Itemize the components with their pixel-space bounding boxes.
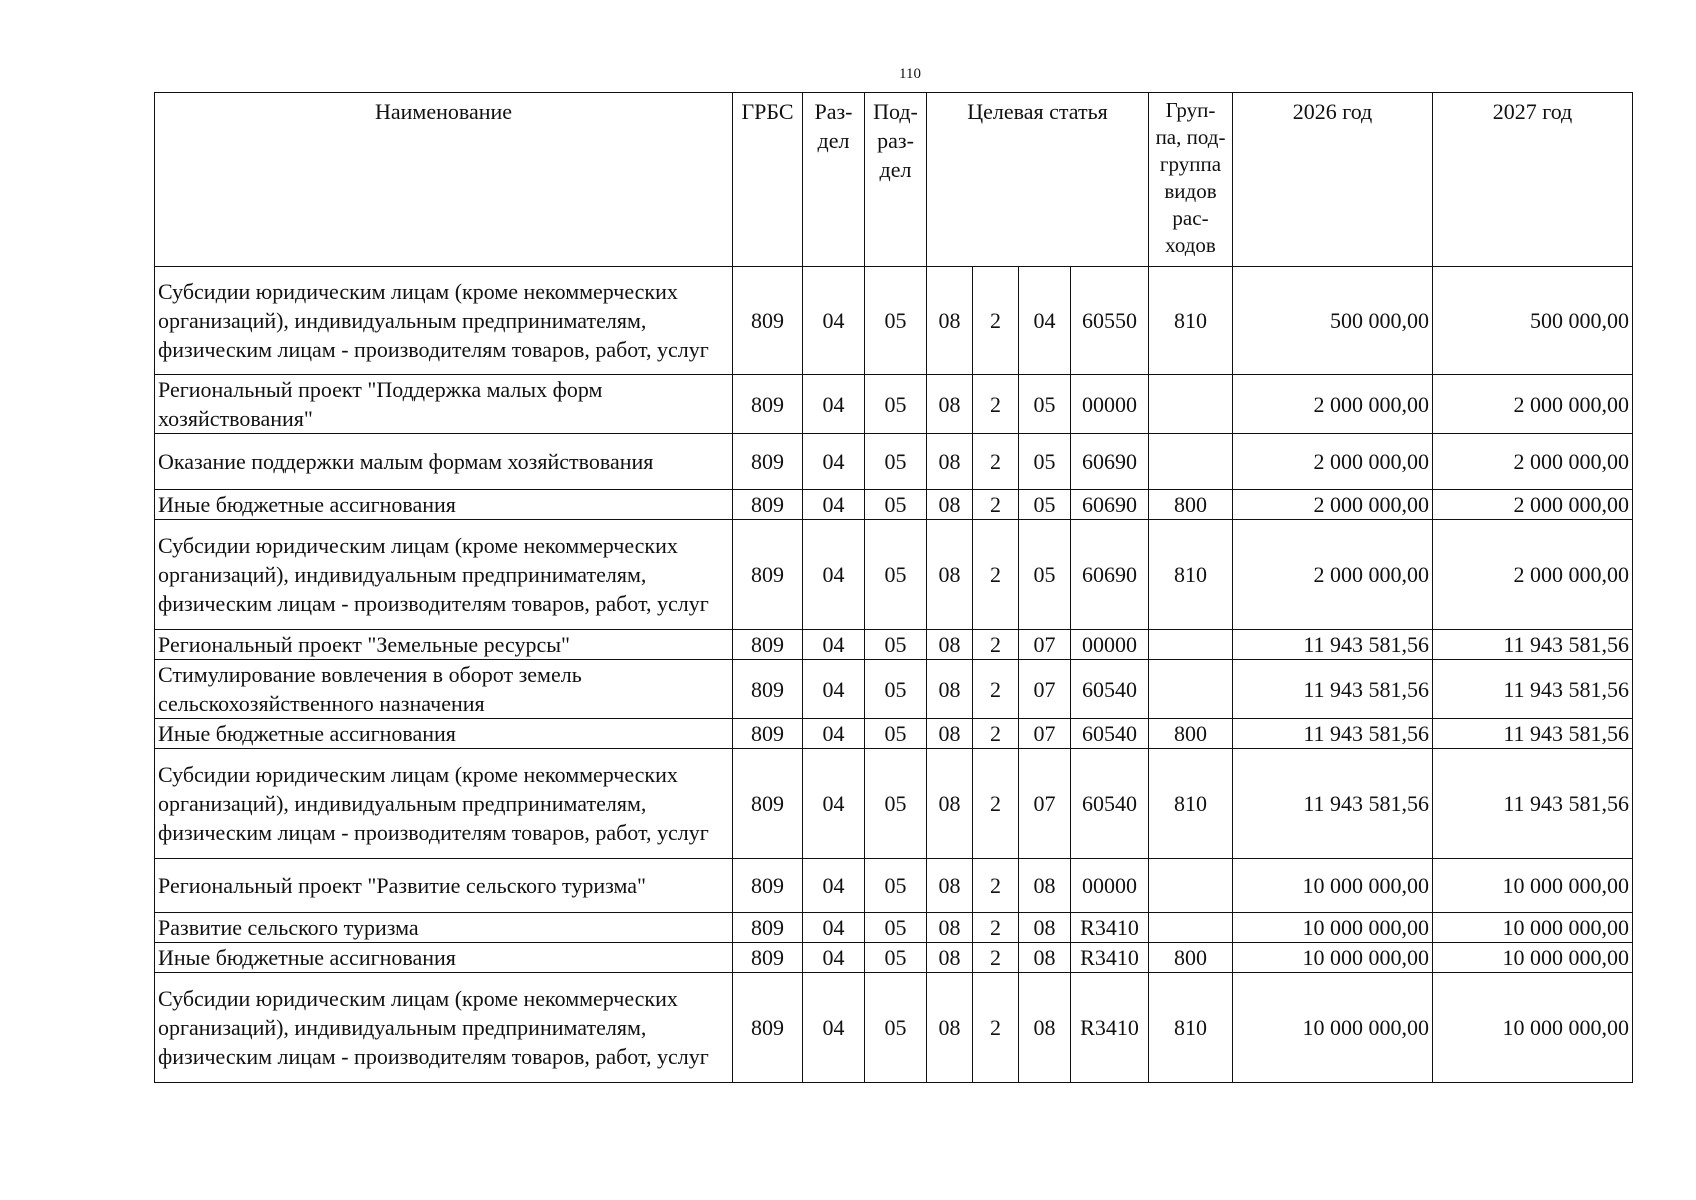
row-razdel: 04 xyxy=(803,749,865,859)
row-celevaya-4: 00000 xyxy=(1071,375,1149,434)
row-vid-rashodov xyxy=(1149,630,1233,660)
budget-table xyxy=(154,92,1633,1083)
row-name: Иные бюджетные ассигнования xyxy=(155,719,733,749)
row-celevaya-1: 08 xyxy=(927,434,973,490)
table-row xyxy=(155,660,1633,719)
row-amount-2026: 10 000 000,00 xyxy=(1233,859,1433,913)
row-celevaya-3: 05 xyxy=(1019,434,1071,490)
row-celevaya-4: 60550 xyxy=(1071,267,1149,375)
row-celevaya-4: 00000 xyxy=(1071,859,1149,913)
row-podrazdel: 05 xyxy=(865,434,927,490)
row-name: Иные бюджетные ассигнования xyxy=(155,943,733,973)
row-amount-2027: 2 000 000,00 xyxy=(1433,375,1633,434)
row-celevaya-4: R3410 xyxy=(1071,913,1149,943)
row-amount-2027: 2 000 000,00 xyxy=(1433,520,1633,630)
page-number: 110 xyxy=(899,66,921,82)
row-celevaya-3: 08 xyxy=(1019,973,1071,1083)
row-amount-2027: 500 000,00 xyxy=(1433,267,1633,375)
row-podrazdel: 05 xyxy=(865,660,927,719)
row-amount-2027: 10 000 000,00 xyxy=(1433,859,1633,913)
row-podrazdel: 05 xyxy=(865,859,927,913)
row-celevaya-2: 2 xyxy=(973,749,1019,859)
row-grbs: 809 xyxy=(733,719,803,749)
row-celevaya-1: 08 xyxy=(927,943,973,973)
row-celevaya-1: 08 xyxy=(927,859,973,913)
table-row xyxy=(155,719,1633,749)
table-row xyxy=(155,520,1633,630)
row-amount-2027: 10 000 000,00 xyxy=(1433,913,1633,943)
row-vid-rashodov xyxy=(1149,859,1233,913)
row-name: Субсидии юридическим лицам (кроме некоммерческих организаций), индивидуальным предпринимателям, физическим лицам - производителям товаров, работ, услуг xyxy=(155,749,733,859)
row-grbs: 809 xyxy=(733,267,803,375)
row-name: Развитие сельского туризма xyxy=(155,913,733,943)
row-razdel: 04 xyxy=(803,490,865,520)
table-row xyxy=(155,913,1633,943)
row-amount-2026: 500 000,00 xyxy=(1233,267,1433,375)
row-celevaya-2: 2 xyxy=(973,859,1019,913)
row-razdel: 04 xyxy=(803,719,865,749)
row-grbs: 809 xyxy=(733,913,803,943)
row-celevaya-4: 60540 xyxy=(1071,749,1149,859)
row-amount-2027: 2 000 000,00 xyxy=(1433,434,1633,490)
row-amount-2027: 2 000 000,00 xyxy=(1433,490,1633,520)
row-amount-2027: 11 943 581,56 xyxy=(1433,630,1633,660)
row-celevaya-2: 2 xyxy=(973,630,1019,660)
row-grbs: 809 xyxy=(733,749,803,859)
row-amount-2027: 11 943 581,56 xyxy=(1433,719,1633,749)
row-celevaya-3: 05 xyxy=(1019,520,1071,630)
row-grbs: 809 xyxy=(733,434,803,490)
row-celevaya-1: 08 xyxy=(927,267,973,375)
row-razdel: 04 xyxy=(803,943,865,973)
header-celevaya-statya: Целевая статья xyxy=(927,93,1149,267)
row-podrazdel: 05 xyxy=(865,973,927,1083)
row-grbs: 809 xyxy=(733,375,803,434)
row-vid-rashodov: 800 xyxy=(1149,719,1233,749)
row-celevaya-1: 08 xyxy=(927,520,973,630)
row-podrazdel: 05 xyxy=(865,520,927,630)
row-name: Субсидии юридическим лицам (кроме некоммерческих организаций), индивидуальным предпринимателям, физическим лицам - производителям товаров, работ, услуг xyxy=(155,973,733,1083)
row-vid-rashodov xyxy=(1149,660,1233,719)
row-razdel: 04 xyxy=(803,660,865,719)
row-celevaya-4: 00000 xyxy=(1071,630,1149,660)
row-amount-2026: 10 000 000,00 xyxy=(1233,943,1433,973)
row-vid-rashodov xyxy=(1149,913,1233,943)
table-row xyxy=(155,267,1633,375)
row-celevaya-2: 2 xyxy=(973,267,1019,375)
row-celevaya-3: 07 xyxy=(1019,630,1071,660)
row-name: Региональный проект "Поддержка малых форм хозяйствования" xyxy=(155,375,733,434)
table-row xyxy=(155,490,1633,520)
row-razdel: 04 xyxy=(803,520,865,630)
row-name: Иные бюджетные ассигнования xyxy=(155,490,733,520)
row-amount-2026: 11 943 581,56 xyxy=(1233,630,1433,660)
row-vid-rashodov: 800 xyxy=(1149,490,1233,520)
row-razdel: 04 xyxy=(803,375,865,434)
row-grbs: 809 xyxy=(733,490,803,520)
row-podrazdel: 05 xyxy=(865,630,927,660)
row-amount-2026: 11 943 581,56 xyxy=(1233,660,1433,719)
row-celevaya-2: 2 xyxy=(973,434,1019,490)
row-amount-2026: 2 000 000,00 xyxy=(1233,434,1433,490)
table-row xyxy=(155,630,1633,660)
header-gruppa-vidov-rashodov: Груп- па, под- группа видов рас- ходов xyxy=(1149,93,1233,267)
row-razdel: 04 xyxy=(803,434,865,490)
row-celevaya-3: 04 xyxy=(1019,267,1071,375)
row-celevaya-1: 08 xyxy=(927,660,973,719)
row-razdel: 04 xyxy=(803,973,865,1083)
row-name: Региональный проект "Развитие сельского туризма" xyxy=(155,859,733,913)
row-celevaya-1: 08 xyxy=(927,375,973,434)
table-body xyxy=(155,267,1633,1083)
row-celevaya-4: 60690 xyxy=(1071,434,1149,490)
row-celevaya-4: 60690 xyxy=(1071,520,1149,630)
table-row xyxy=(155,859,1633,913)
row-grbs: 809 xyxy=(733,630,803,660)
row-grbs: 809 xyxy=(733,943,803,973)
row-vid-rashodov xyxy=(1149,375,1233,434)
row-celevaya-1: 08 xyxy=(927,719,973,749)
row-celevaya-3: 07 xyxy=(1019,749,1071,859)
row-celevaya-2: 2 xyxy=(973,520,1019,630)
row-name: Субсидии юридическим лицам (кроме некоммерческих организаций), индивидуальным предпринимателям, физическим лицам - производителям товаров, работ, услуг xyxy=(155,267,733,375)
row-podrazdel: 05 xyxy=(865,719,927,749)
row-podrazdel: 05 xyxy=(865,749,927,859)
row-celevaya-4: 60540 xyxy=(1071,719,1149,749)
row-amount-2026: 2 000 000,00 xyxy=(1233,490,1433,520)
row-name: Оказание поддержки малым формам хозяйствования xyxy=(155,434,733,490)
row-celevaya-1: 08 xyxy=(927,630,973,660)
header-podrazdel: Под- раз- дел xyxy=(865,93,927,267)
row-name: Региональный проект "Земельные ресурсы" xyxy=(155,630,733,660)
row-amount-2027: 10 000 000,00 xyxy=(1433,943,1633,973)
row-vid-rashodov: 810 xyxy=(1149,520,1233,630)
row-podrazdel: 05 xyxy=(865,913,927,943)
row-razdel: 04 xyxy=(803,859,865,913)
row-celevaya-1: 08 xyxy=(927,490,973,520)
row-razdel: 04 xyxy=(803,913,865,943)
row-celevaya-2: 2 xyxy=(973,375,1019,434)
row-amount-2026: 11 943 581,56 xyxy=(1233,749,1433,859)
row-celevaya-4: 60690 xyxy=(1071,490,1149,520)
row-celevaya-2: 2 xyxy=(973,973,1019,1083)
row-celevaya-1: 08 xyxy=(927,913,973,943)
row-celevaya-3: 05 xyxy=(1019,375,1071,434)
row-amount-2026: 2 000 000,00 xyxy=(1233,520,1433,630)
row-razdel: 04 xyxy=(803,267,865,375)
table-row xyxy=(155,434,1633,490)
row-grbs: 809 xyxy=(733,859,803,913)
row-celevaya-2: 2 xyxy=(973,490,1019,520)
row-name: Субсидии юридическим лицам (кроме некоммерческих организаций), индивидуальным предпринимателям, физическим лицам - производителям товаров, работ, услуг xyxy=(155,520,733,630)
table-row xyxy=(155,973,1633,1083)
header-row xyxy=(155,93,1633,267)
row-celevaya-2: 2 xyxy=(973,719,1019,749)
row-celevaya-4: 60540 xyxy=(1071,660,1149,719)
table-row xyxy=(155,943,1633,973)
row-celevaya-3: 07 xyxy=(1019,660,1071,719)
header-2027: 2027 год xyxy=(1433,93,1633,267)
row-name: Стимулирование вовлечения в оборот земель сельскохозяйственного назначения xyxy=(155,660,733,719)
row-grbs: 809 xyxy=(733,520,803,630)
header-grbs: ГРБС xyxy=(733,93,803,267)
row-celevaya-4: R3410 xyxy=(1071,943,1149,973)
row-grbs: 809 xyxy=(733,660,803,719)
row-amount-2027: 11 943 581,56 xyxy=(1433,749,1633,859)
row-amount-2027: 11 943 581,56 xyxy=(1433,660,1633,719)
row-razdel: 04 xyxy=(803,630,865,660)
row-celevaya-4: R3410 xyxy=(1071,973,1149,1083)
row-celevaya-3: 08 xyxy=(1019,943,1071,973)
table-row xyxy=(155,375,1633,434)
row-celevaya-3: 05 xyxy=(1019,490,1071,520)
row-podrazdel: 05 xyxy=(865,267,927,375)
row-vid-rashodov: 810 xyxy=(1149,973,1233,1083)
row-podrazdel: 05 xyxy=(865,490,927,520)
row-celevaya-2: 2 xyxy=(973,913,1019,943)
header-name: Наименование xyxy=(155,93,733,267)
row-celevaya-1: 08 xyxy=(927,749,973,859)
row-celevaya-3: 07 xyxy=(1019,719,1071,749)
row-podrazdel: 05 xyxy=(865,943,927,973)
row-amount-2026: 2 000 000,00 xyxy=(1233,375,1433,434)
row-celevaya-3: 08 xyxy=(1019,913,1071,943)
table-row xyxy=(155,749,1633,859)
header-razdel: Раз- дел xyxy=(803,93,865,267)
row-podrazdel: 05 xyxy=(865,375,927,434)
row-vid-rashodov: 800 xyxy=(1149,943,1233,973)
row-celevaya-1: 08 xyxy=(927,973,973,1083)
row-celevaya-3: 08 xyxy=(1019,859,1071,913)
row-celevaya-2: 2 xyxy=(973,660,1019,719)
row-amount-2026: 10 000 000,00 xyxy=(1233,973,1433,1083)
row-amount-2027: 10 000 000,00 xyxy=(1433,973,1633,1083)
row-vid-rashodov: 810 xyxy=(1149,267,1233,375)
row-amount-2026: 11 943 581,56 xyxy=(1233,719,1433,749)
row-vid-rashodov xyxy=(1149,434,1233,490)
row-celevaya-2: 2 xyxy=(973,943,1019,973)
row-grbs: 809 xyxy=(733,973,803,1083)
row-vid-rashodov: 810 xyxy=(1149,749,1233,859)
row-amount-2026: 10 000 000,00 xyxy=(1233,913,1433,943)
header-2026: 2026 год xyxy=(1233,93,1433,267)
